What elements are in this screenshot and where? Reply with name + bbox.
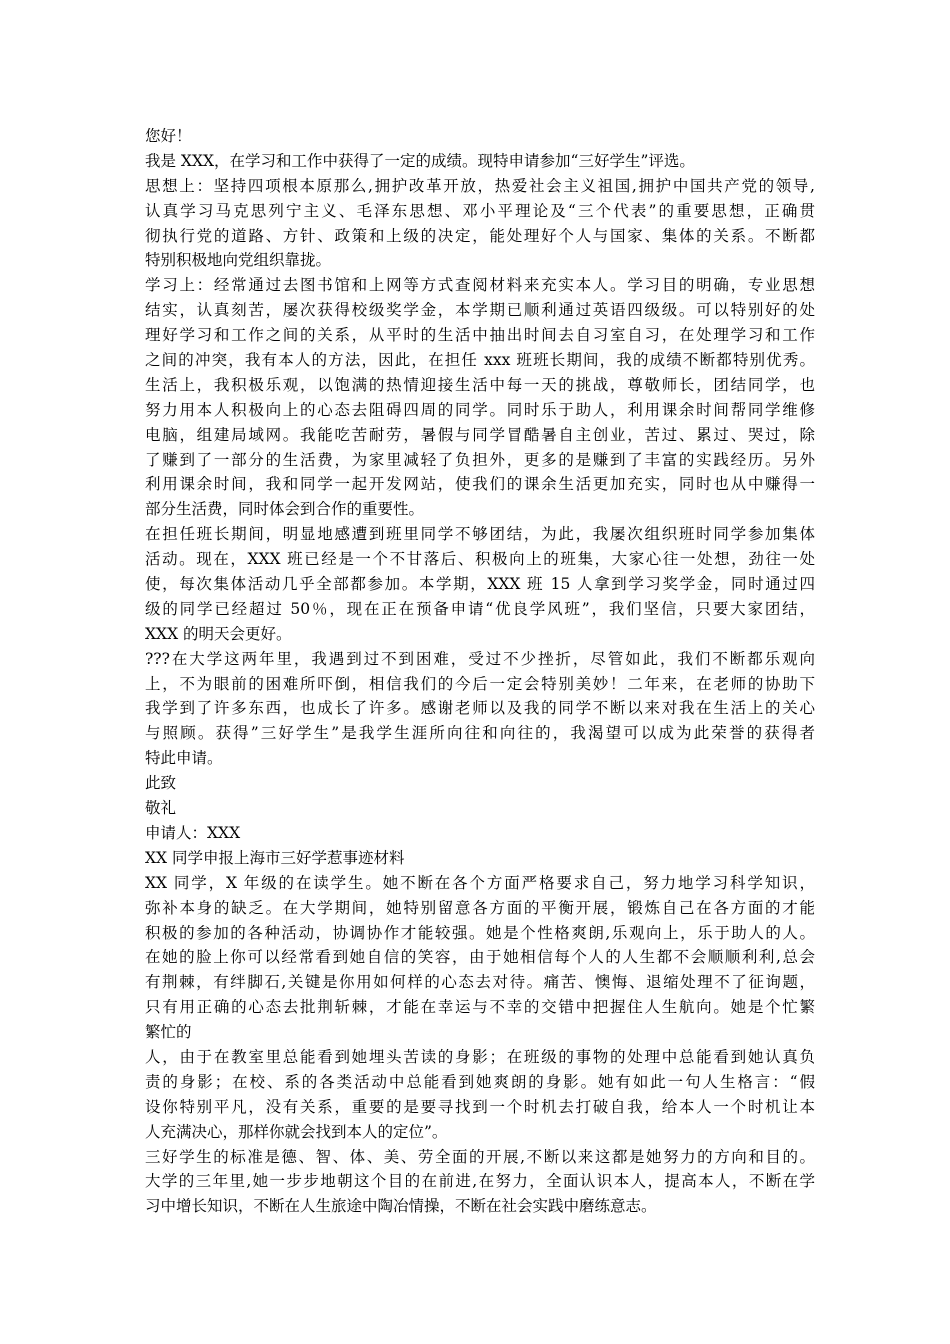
text-line: 人充满决心，那样你就会找到本人的定位”。 [145, 1122, 448, 1141]
text-line: 电脑，组建局域网。我能吃苦耐劳，暑假与同学冒酷暑自主创业，苦过、累过、哭过，除 [145, 425, 815, 444]
text-line: 弥补本身的缺乏。在大学期间，她特别留意各方面的平衡开展，锻炼自己在各方面的才能 [145, 898, 815, 917]
text-line: 了赚到了一部分的生活费，为家里减轻了负担外，更多的是赚到了丰富的实践经历。另外 [145, 450, 815, 469]
text-line: 之间的冲突，我有本人的方法，因此，在担任 xxx 班班长期间，我的成绩不断都特别优秀。 [145, 351, 815, 370]
text-line: 我是 XXX，在学习和工作中获得了一定的成绩。现特申请参加“三好学生”评选。 [145, 151, 695, 170]
text-line: 有荆棘，有绊脚石,关键是你用如何样的心态去对待。痛苦、懊悔、退缩处理不了征询题， [145, 973, 815, 992]
text-line: ???在大学这两年里，我遇到过不到困难，受过不少挫折，尽管如此，我们不断都乐观向 [145, 649, 815, 668]
text-line: 责的身影；在校、系的各类活动中总能看到她爽朗的身影。她有如此一句人生格言：“假 [145, 1072, 815, 1091]
text-line: 利用课余时间，我和同学一起开发网站，使我们的课余生活更加充实，同时也从中赚得一 [145, 475, 815, 494]
text-line: 三好学生的标准是德、智、体、美、劳全面的开展,不断以来这都是她努力的方向和目的。 [145, 1147, 815, 1166]
text-line: 此致 [145, 774, 177, 793]
text-line: 使，每次集体活动几乎全部都参加。本学期，XXX 班 15 人拿到学习奖学金，同时通过四 [145, 575, 815, 594]
text-line: 大学的三年里,她一步步地朝这个目的在前进,在努力，全面认识本人，提高本人，不断在学 [145, 1172, 815, 1191]
text-line: 繁忙的 [145, 1023, 192, 1042]
text-line: 申请人：XXX [145, 823, 241, 842]
text-line: XXX 的明天会更好。 [145, 624, 292, 643]
text-line: 部分生活费，同时体会到合作的重要性。 [145, 500, 425, 519]
text-line: 只有用正确的心态去批荆斩棘，才能在幸运与不幸的交错中把握住人生航向。她是个忙繁 [145, 998, 815, 1017]
text-line: 积极的参加的各种活动，协调协作才能较强。她是个性格爽朗,乐观向上，乐于助人的人。 [145, 923, 815, 942]
text-line: 敬礼 [145, 799, 177, 818]
text-line: 学习上：经常通过去图书馆和上网等方式查阅材料来充实本人。学习目的明确，专业思想 [145, 276, 815, 295]
text-line: 努力用本人积极向上的心态去阻碍四周的同学。同时乐于助人，利用课余时间帮同学维修 [145, 400, 815, 419]
text-line: 理好学习和工作之间的关系，从平时的生活中抽出时间去自习室自习，在处理学习和工作 [145, 326, 815, 345]
text-line: 特此申请。 [145, 749, 223, 768]
text-line: 级的同学已经超过 50％，现在正在预备申请“优良学风班”，我们坚信，只要大家团结， [145, 599, 815, 618]
text-line: 认真学习马克思列宁主义、毛泽东思想、邓小平理论及“三个代表”的重要思想，正确贯 [145, 201, 815, 220]
text-line: 上，不为眼前的困难所吓倒，相信我们的今后一定会特别美妙！二年来，在老师的协助下 [145, 674, 815, 693]
text-line: XX 同学申报上海市三好学惹事迹材料 [145, 848, 405, 867]
text-line: XX 同学，X 年级的在读学生。她不断在各个方面严格要求自己，努力地学习科学知识， [145, 873, 815, 892]
text-line: 彻执行党的道路、方针、政策和上级的决定，能处理好个人与国家、集体的关系。不断都 [145, 226, 815, 245]
text-line: 我学到了许多东西，也成长了许多。感谢老师以及我的同学不断以来对我在生活上的关心 [145, 699, 815, 718]
document-body [145, 124, 815, 1219]
text-line: 活动。现在，XXX 班已经是一个不甘落后、积极向上的班集，大家心往一处想，劲往一处 [145, 550, 815, 569]
text-line: 习中增长知识，不断在人生旅途中陶冶情操，不断在社会实践中磨练意志。 [145, 1197, 657, 1216]
text-line: 思想上：坚持四项根本原那么,拥护改革开放，热爱社会主义祖国,拥护中国共产党的领导, [145, 176, 815, 195]
text-line: 结实，认真刻苦，屡次获得校级奖学金，本学期已顺利通过英语四级级。可以特别好的处 [145, 301, 815, 320]
text-line: 设你特别平凡，没有关系，重要的是要寻找到一个时机去打破自我，给本人一个时机让本 [145, 1097, 815, 1116]
text-line: 特别积极地向党组织靠拢。 [145, 251, 332, 270]
text-line: 生活上，我积极乐观，以饱满的热情迎接生活中每一天的挑战，尊敬师长，团结同学，也 [145, 375, 815, 394]
text-line: 人，由于在教室里总能看到她埋头苦读的身影；在班级的事物的处理中总能看到她认真负 [145, 1047, 815, 1066]
text-line: 在她的脸上你可以经常看到她自信的笑容，由于她相信每个人的人生都不会顺顺利利,总会 [145, 948, 815, 967]
text-line: 您好！ [145, 127, 192, 145]
text-line: 在担任班长期间，明显地感遭到班里同学不够团结，为此，我屡次组织班时同学参加集体 [145, 525, 815, 544]
text-line: 与照顾。获得”三好学生”是我学生涯所向往和向往的，我渴望可以成为此荣誉的获得者 [145, 724, 815, 743]
